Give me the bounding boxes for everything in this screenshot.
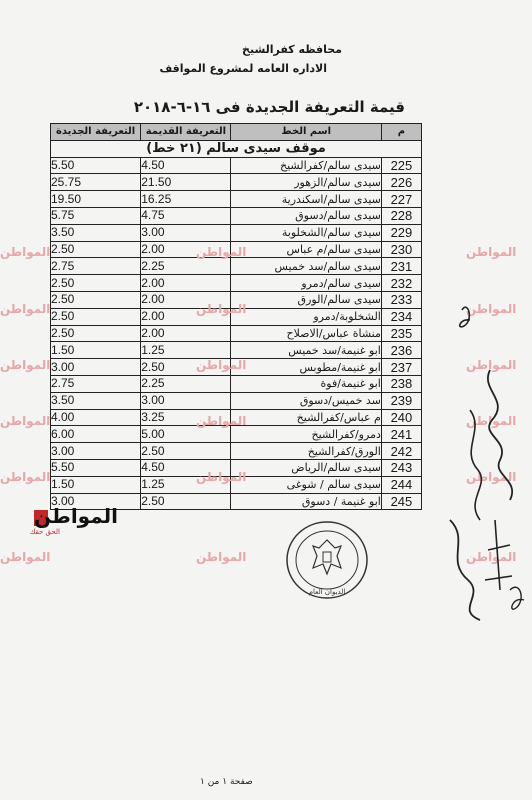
new-fare-cell: 3.50 [51,392,141,409]
line-number-cell: 240 [381,409,421,426]
line-name-header: اسم الخط [231,124,381,141]
new-fare-cell: 6.00 [51,426,141,443]
old-fare-cell: 2.25 [141,375,231,392]
line-number-cell: 232 [381,275,421,292]
new-fare-cell: 2.75 [51,258,141,275]
document-title: قيمة التعريفة الجديدة فى ١٦-٦-٢٠١٨ [133,98,405,116]
watermark-text: المواطن [466,470,517,484]
watermark-text: المواطن [196,550,247,564]
line-number-cell: 243 [381,459,421,476]
new-fare-cell: 2.50 [51,325,141,342]
official-seal-icon [283,518,371,602]
line-name-cell: منشاة عباس/الاصلاح [231,325,381,342]
line-name-cell: الشخلوبة/دمرو [231,308,381,325]
line-name-cell: ابو غنيمة / دسوق [231,493,381,510]
line-number-cell: 237 [381,359,421,376]
line-name-cell: ابو غنيمة/فوة [231,375,381,392]
old-fare-cell: 2.00 [141,275,231,292]
logo-tagline: الحق حقك [29,528,60,536]
old-fare-cell: 2.00 [141,308,231,325]
table-row [51,342,422,359]
line-number-cell: 235 [381,325,421,342]
line-number-cell: 236 [381,342,421,359]
watermark-text: المواطن [0,302,51,316]
old-fare-cell: 4.75 [141,207,231,224]
line-number-cell: 226 [381,174,421,191]
new-fare-cell: 4.00 [51,409,141,426]
new-fare-cell: 3.00 [51,443,141,460]
old-fare-cell: 3.00 [141,224,231,241]
news-logo [14,504,118,542]
table-header-row [51,124,422,141]
table-row [51,207,422,224]
old-fare-cell: 2.25 [141,258,231,275]
line-number-cell: 233 [381,291,421,308]
new-fare-cell: 5.75 [51,207,141,224]
new-fare-cell: 2.75 [51,375,141,392]
line-name-cell: سيدى سالم/كفرالشيخ [231,157,381,174]
line-name-cell: الورق/كفرالشيخ [231,443,381,460]
table-row [51,157,422,174]
old-fare-cell: 4.50 [141,157,231,174]
seal-text: الديوان العام [308,588,346,596]
line-name-cell: م عباس/كفرالشيخ [231,409,381,426]
line-number-cell: 234 [381,308,421,325]
watermark-text: المواطن [0,470,51,484]
new-fare-cell: 3.00 [51,359,141,376]
table-row [51,392,422,409]
old-fare-cell: 4.50 [141,459,231,476]
line-number-cell: 227 [381,191,421,208]
new-fare-cell: 1.50 [51,342,141,359]
old-fare-cell: 2.50 [141,359,231,376]
table-row [51,375,422,392]
tariff-table [50,123,422,510]
old-fare-header: التعريفة القديمة [141,124,231,141]
line-number-cell: 242 [381,443,421,460]
table-row [51,224,422,241]
old-fare-cell: 2.50 [141,443,231,460]
new-fare-cell: 2.50 [51,241,141,258]
page-footer: صفحة ١ من ١ [200,777,253,787]
old-fare-cell: 2.00 [141,325,231,342]
watermark-text: المواطن [466,414,517,428]
line-name-cell: سد خميس/دسوق [231,392,381,409]
line-number-cell: 238 [381,375,421,392]
group-row [51,140,422,157]
line-name-cell: سيدى سالم/اسكندرية [231,191,381,208]
old-fare-cell: 2.50 [141,493,231,510]
watermark-text: المواطن [196,414,247,428]
line-number-cell: 239 [381,392,421,409]
old-fare-cell: 5.00 [141,426,231,443]
watermark-text: المواطن [196,358,247,372]
watermark-text: المواطن [466,550,517,564]
signature-icon [440,290,530,630]
line-number-cell: 241 [381,426,421,443]
new-fare-cell: 3.50 [51,224,141,241]
watermark-text: المواطن [466,245,517,259]
department-header: الاداره العامه لمشروع المواقف [159,62,327,75]
line-name-cell: ابو غنيمة/سد خميس [231,342,381,359]
line-number-cell: 229 [381,224,421,241]
governorate-header: محافظه كفرالشيخ [242,43,342,56]
line-number-cell: 231 [381,258,421,275]
watermark-text: المواطن [0,414,51,428]
new-fare-cell: 3.00 [51,493,141,510]
line-number-cell: 225 [381,157,421,174]
watermark-text: المواطن [0,358,51,372]
new-fare-cell: 2.50 [51,275,141,292]
line-name-cell: سيدى سالم/دسوق [231,207,381,224]
old-fare-cell: 1.25 [141,476,231,493]
old-fare-cell: 1.25 [141,342,231,359]
old-fare-cell: 2.00 [141,291,231,308]
old-fare-cell: 2.00 [141,241,231,258]
watermark-text: المواطن [0,550,51,564]
new-fare-cell: 2.50 [51,308,141,325]
table-row [51,258,422,275]
new-fare-cell: 25.75 [51,174,141,191]
line-name-cell: ابو غنيمة/مطوبس [231,359,381,376]
line-name-cell: دمرو/كفرالشيخ [231,426,381,443]
old-fare-cell: 3.00 [141,392,231,409]
line-name-cell: سيدى سالم/الزهور [231,174,381,191]
group-title: موقف سيدى سالم (٢١ خط) [51,140,422,157]
line-number-cell: 228 [381,207,421,224]
line-name-cell: سيدى سالم/م عباس [231,241,381,258]
watermark-text: المواطن [196,245,247,259]
old-fare-cell: 21.50 [141,174,231,191]
logo-text: المواطن [33,504,118,528]
line-number-cell: 245 [381,493,421,510]
line-number-cell: 230 [381,241,421,258]
table-row [51,174,422,191]
line-number-cell: 244 [381,476,421,493]
number-header: م [381,124,421,141]
watermark-text: المواطن [0,245,51,259]
line-name-cell: سيدى سالم/سد خميس [231,258,381,275]
new-fare-cell: 5.50 [51,459,141,476]
watermark-text: المواطن [196,470,247,484]
line-name-cell: سيدى سالم/الرياض [231,459,381,476]
watermark-text: المواطن [466,358,517,372]
table-row [51,325,422,342]
old-fare-cell: 3.25 [141,409,231,426]
table-row [51,443,422,460]
table-row [51,191,422,208]
watermark-text: المواطن [466,302,517,316]
new-fare-cell: 5.50 [51,157,141,174]
line-name-cell: سيدى سالم/الورق [231,291,381,308]
table-row [51,426,422,443]
watermark-text: المواطن [196,302,247,316]
new-fare-cell: 19.50 [51,191,141,208]
old-fare-cell: 16.25 [141,191,231,208]
new-fare-cell: 1.50 [51,476,141,493]
line-name-cell: سيدى سالم/دمرو [231,275,381,292]
new-fare-header: التعريفة الجديدة [51,124,141,141]
table-row [51,275,422,292]
line-name-cell: سيدى سالم / شوغى [231,476,381,493]
new-fare-cell: 2.50 [51,291,141,308]
line-name-cell: سيدى سالم/الشخلوبة [231,224,381,241]
